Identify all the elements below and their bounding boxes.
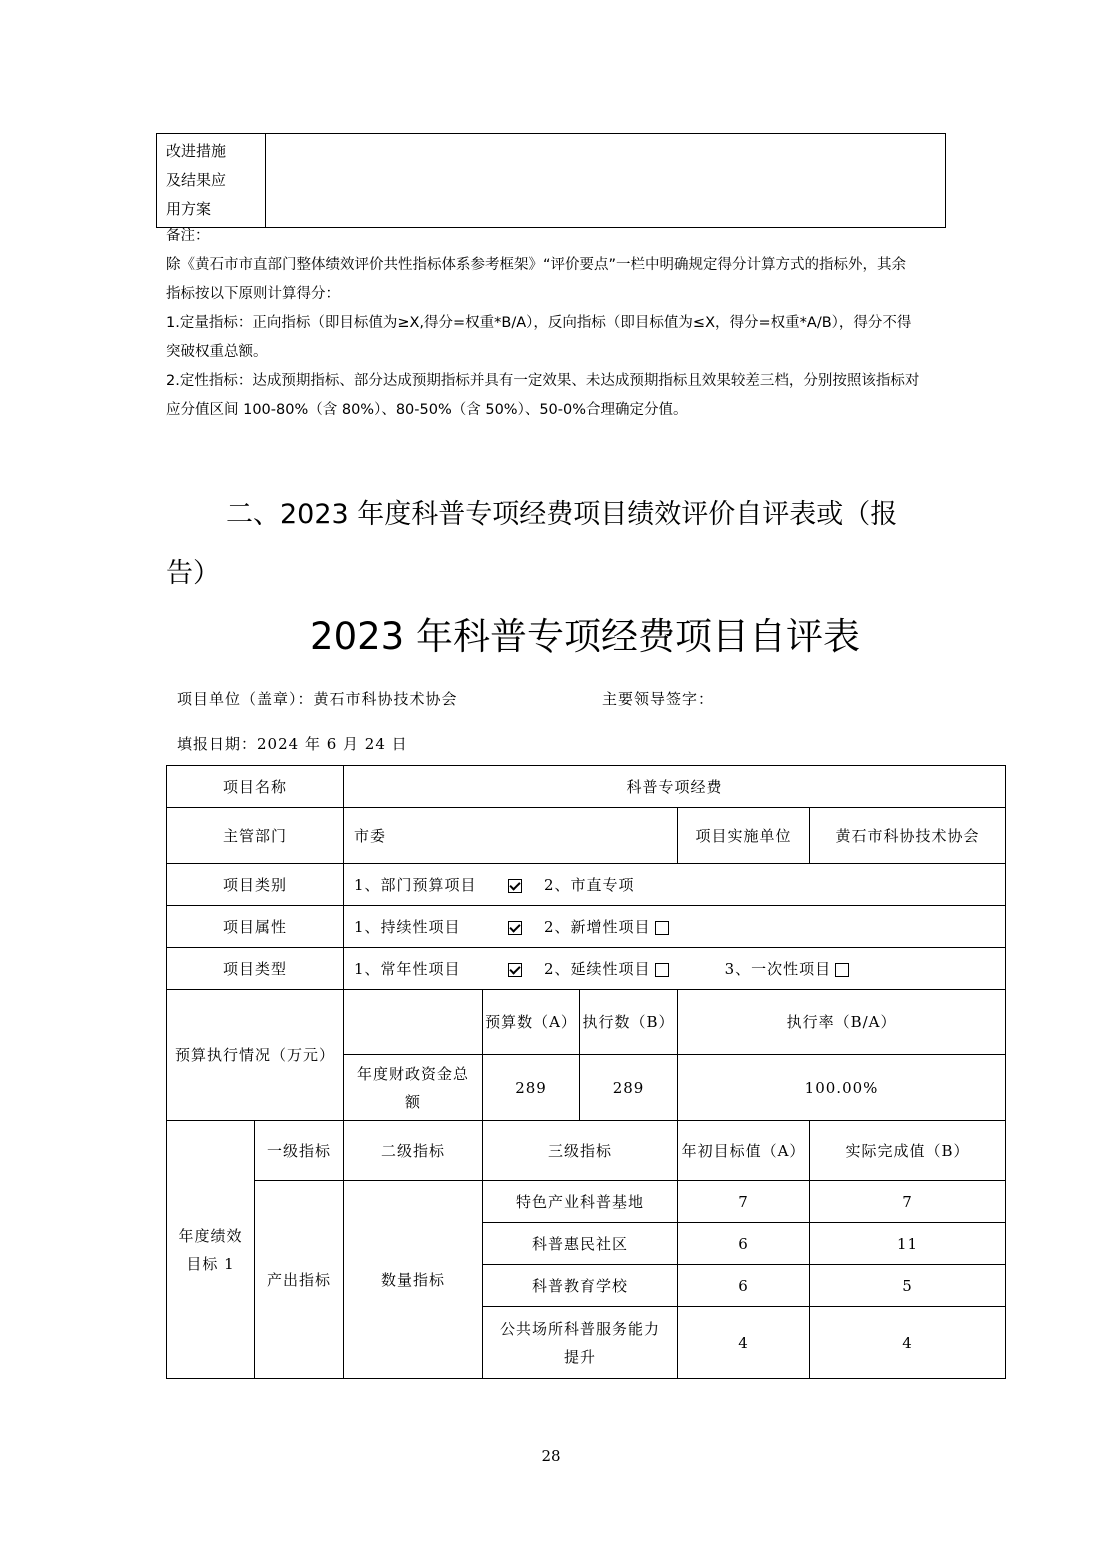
section-heading-line2: 告） [166, 558, 220, 589]
attribute-options [344, 906, 1006, 948]
checkbox-unchecked-icon[interactable] [835, 963, 849, 977]
lvl3-header: 三级指标 [483, 1121, 678, 1181]
indicator-actual: 5 [810, 1265, 1006, 1307]
indicator-actual: 4 [810, 1307, 1006, 1379]
lvl1-value: 产出指标 [255, 1181, 344, 1379]
checkbox-unchecked-icon[interactable] [655, 921, 669, 935]
type-options [344, 948, 1006, 990]
section-heading-line1: 二、2023 年度科普专项经费项目绩效评价自评表或（报 [226, 499, 898, 530]
page-number: 28 [541, 1447, 561, 1465]
lvl2-header: 二级指标 [344, 1121, 483, 1181]
annual-funds-label: 年度财政资金总额 [344, 1055, 483, 1121]
indicator-name: 特色产业科普基地 [483, 1181, 678, 1223]
type-label: 项目类型 [167, 948, 344, 990]
goal-label: 年度绩效目标 1 [167, 1121, 255, 1379]
indicator-actual: 11 [810, 1223, 1006, 1265]
budget-b-value: 289 [580, 1055, 678, 1121]
category-options [344, 864, 1006, 906]
notes-line: 除《黄石市市直部门整体绩效评价共性指标体系参考框架》“评价要点”一栏中明确规定得分计算方式的指标外，其余 [166, 257, 907, 273]
notes-line: 应分值区间 100-80%（含 80%）、80-50%（含 50%）、50-0%合理确定分值。 [166, 402, 688, 418]
project-name-value: 科普专项经费 [344, 766, 1006, 808]
attribute-option-1: 1、持续性项目 [354, 917, 461, 936]
dept-label: 主管部门 [167, 808, 344, 864]
self-evaluation-table [166, 765, 1006, 1379]
category-option-2: 2、市直专项 [544, 875, 635, 894]
budget-a-label: 预算数（A） [483, 990, 580, 1055]
leader-signature: 主要领导签字： [602, 690, 715, 708]
indicator-name: 科普惠民社区 [483, 1223, 678, 1265]
impl-value: 黄石市科协技术协会 [810, 808, 1006, 864]
dept-value: 市委 [344, 808, 678, 864]
indicator-target: 4 [678, 1307, 810, 1379]
project-unit: 项目单位（盖章）：黄石市科协技术协会 [177, 690, 458, 708]
indicator-actual: 7 [810, 1181, 1006, 1223]
budget-a-value: 289 [483, 1055, 580, 1121]
type-option-1: 1、常年性项目 [354, 959, 461, 978]
improvement-table [156, 133, 946, 228]
type-option-3: 3、一次性项目 [724, 959, 832, 978]
impl-label: 项目实施单位 [678, 808, 810, 864]
lvl2-value: 数量指标 [344, 1181, 483, 1379]
notes-line: 1.定量指标：正向指标（即目标值为≥X,得分=权重*B/A），反向指标（即目标值为≤X，得分=权重*A/B），得分不得 [166, 315, 912, 331]
notes-title: 备注： [166, 228, 210, 244]
target-header: 年初目标值（A） [678, 1121, 810, 1181]
checkbox-checked-icon[interactable] [508, 921, 522, 935]
budget-label: 预算执行情况（万元） [167, 990, 344, 1121]
notes-line: 突破权重总额。 [166, 344, 268, 360]
indicator-name: 科普教育学校 [483, 1265, 678, 1307]
table-row [167, 1181, 1006, 1223]
fill-date: 填报日期：2024 年 6 月 24 日 [177, 735, 408, 753]
rate-label: 执行率（B/A） [678, 990, 1006, 1055]
improvement-value [266, 134, 946, 228]
lvl1-header: 一级指标 [255, 1121, 344, 1181]
indicator-target: 7 [678, 1181, 810, 1223]
indicator-target: 6 [678, 1265, 810, 1307]
indicator-target: 6 [678, 1223, 810, 1265]
project-name-label: 项目名称 [167, 766, 344, 808]
actual-header: 实际完成值（B） [810, 1121, 1006, 1181]
type-option-2: 2、延续性项目 [544, 959, 651, 978]
improvement-label: 改进措施 及结果应 用方案 [157, 134, 266, 228]
checkbox-checked-icon[interactable] [508, 963, 522, 977]
checkbox-unchecked-icon[interactable] [655, 963, 669, 977]
form-title: 2023 年科普专项经费项目自评表 [310, 615, 860, 658]
attribute-label: 项目属性 [167, 906, 344, 948]
notes-line: 2.定性指标：达成预期指标、部分达成预期指标并具有一定效果、未达成预期指标且效果较差三档，分别按照该指标对 [166, 373, 920, 389]
indicator-name: 公共场所科普服务能力提升 [483, 1307, 678, 1379]
category-label: 项目类别 [167, 864, 344, 906]
rate-value: 100.00% [678, 1055, 1006, 1121]
attribute-option-2: 2、新增性项目 [544, 917, 651, 936]
category-option-1: 1、部门预算项目 [354, 875, 477, 894]
budget-b-label: 执行数（B） [580, 990, 678, 1055]
empty-cell [344, 990, 483, 1055]
notes-line: 指标按以下原则计算得分： [166, 286, 340, 302]
checkbox-checked-icon[interactable] [508, 879, 522, 893]
